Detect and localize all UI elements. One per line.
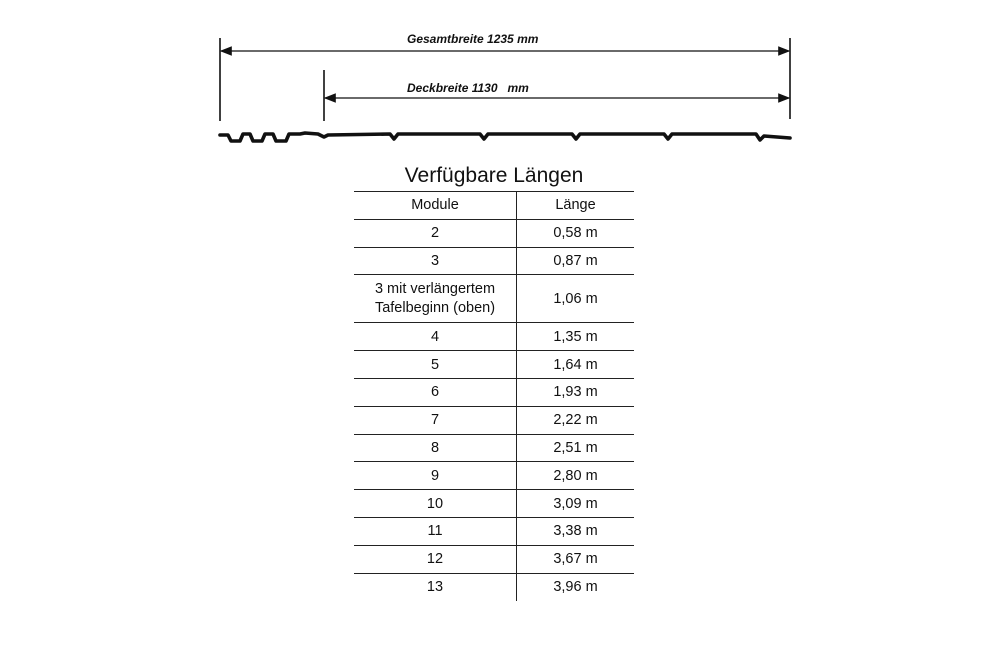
length-cell: 1,64 m [517, 351, 635, 379]
table-row [354, 378, 634, 406]
length-cell: 1,06 m [517, 275, 635, 323]
module-cell: 8 [354, 434, 517, 462]
module-cell: 9 [354, 462, 517, 490]
table-row [354, 323, 634, 351]
total-width-label: Gesamtbreite 1235 mm [407, 32, 539, 46]
module-cell: 12 [354, 545, 517, 573]
table-row [354, 275, 634, 323]
table-title: Verfügbare Längen [404, 164, 584, 187]
length-cell: 2,80 m [517, 462, 635, 490]
module-cell: 3 [354, 247, 517, 275]
table-row [354, 219, 634, 247]
module-cell: 7 [354, 406, 517, 434]
lengths-table [354, 191, 634, 601]
length-cell: 1,35 m [517, 323, 635, 351]
length-cell: 2,22 m [517, 406, 635, 434]
table-row [354, 517, 634, 545]
module-cell: 13 [354, 573, 517, 601]
length-cell: 3,09 m [517, 490, 635, 518]
table-row [354, 351, 634, 379]
table-row [354, 545, 634, 573]
table-row [354, 490, 634, 518]
sheet-profile [220, 133, 790, 141]
length-cell: 0,87 m [517, 247, 635, 275]
table-row [354, 462, 634, 490]
table-row [354, 247, 634, 275]
module-cell: 6 [354, 378, 517, 406]
length-cell: 2,51 m [517, 434, 635, 462]
length-cell: 1,93 m [517, 378, 635, 406]
module-cell: 5 [354, 351, 517, 379]
length-cell: 3,38 m [517, 517, 635, 545]
length-cell: 3,96 m [517, 573, 635, 601]
header-module: Module [354, 192, 517, 220]
table-header-row [354, 192, 634, 220]
cover-width-label: Deckbreite 1130 mm [407, 81, 529, 95]
module-cell: 3 mit verlängertem Tafelbeginn (oben) [354, 275, 517, 323]
length-cell: 0,58 m [517, 219, 635, 247]
lengths-table-section [354, 163, 634, 601]
profile-diagram [0, 0, 1000, 160]
table-row [354, 434, 634, 462]
module-cell: 11 [354, 517, 517, 545]
profile-drawing [0, 0, 1000, 160]
length-cell: 3,67 m [517, 545, 635, 573]
table-row [354, 573, 634, 601]
module-cell: 4 [354, 323, 517, 351]
table-row [354, 406, 634, 434]
module-cell: 10 [354, 490, 517, 518]
header-length: Länge [517, 192, 635, 220]
module-cell: 2 [354, 219, 517, 247]
